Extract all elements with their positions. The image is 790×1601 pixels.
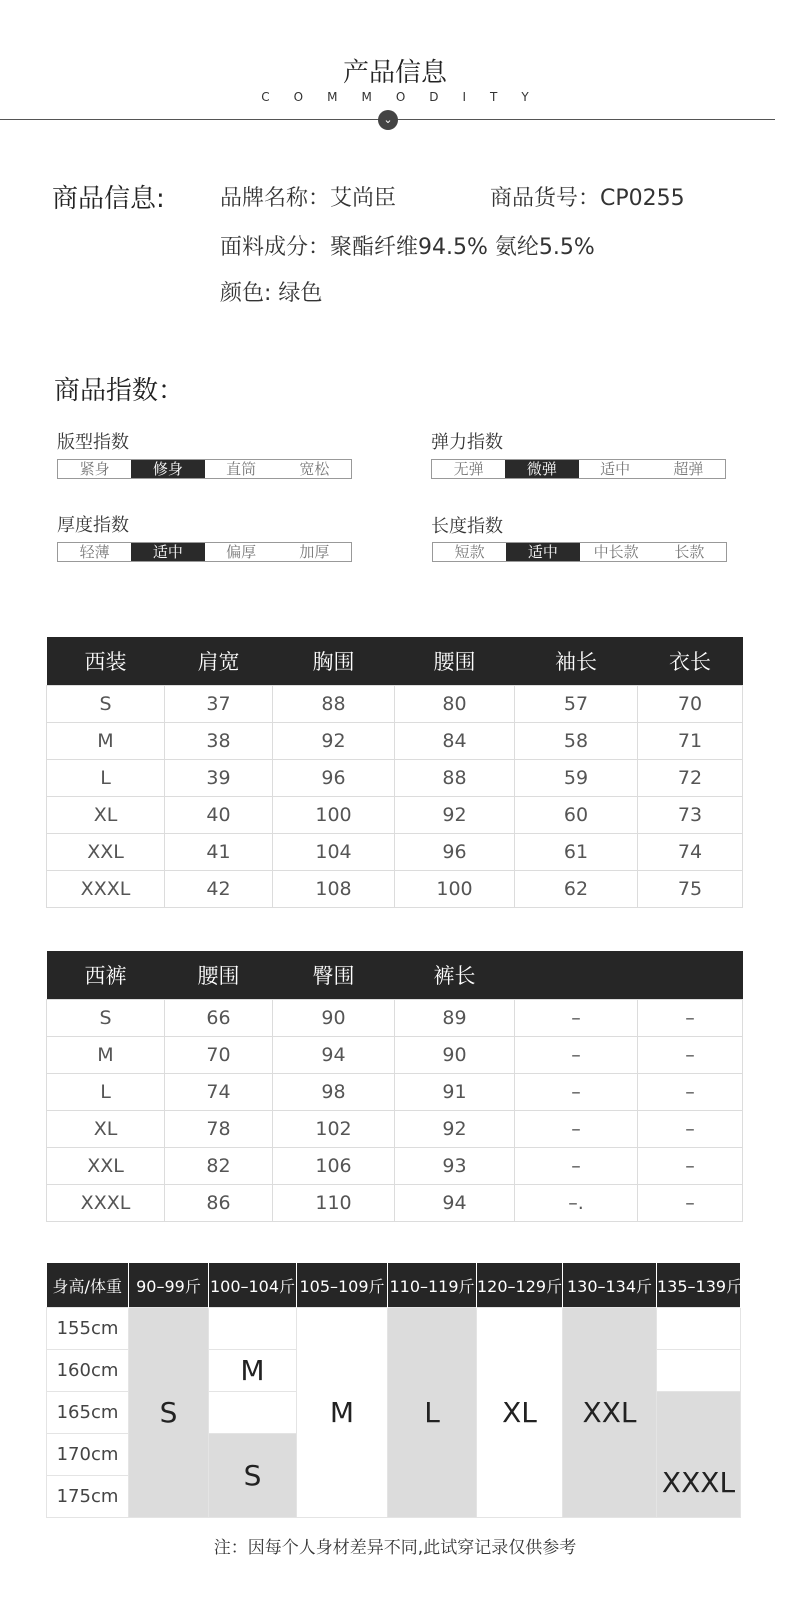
table-cell: 96 xyxy=(395,834,515,871)
table-cell: – xyxy=(638,1037,743,1074)
table-cell: XXL xyxy=(47,1148,165,1185)
table-header-row xyxy=(47,637,743,686)
table-cell: 92 xyxy=(395,797,515,834)
empty-cell xyxy=(657,1350,741,1392)
height-cell: 160cm xyxy=(47,1350,129,1392)
header-cell: 身高/体重 xyxy=(47,1263,129,1308)
table-row xyxy=(47,1000,743,1037)
table-cell: 66 xyxy=(165,1000,273,1037)
table-cell: 106 xyxy=(273,1148,395,1185)
height-cell: 170cm xyxy=(47,1434,129,1476)
table-cell: XL xyxy=(47,797,165,834)
height-cell: 165cm xyxy=(47,1392,129,1434)
table-cell: – xyxy=(515,1111,638,1148)
index-option: 短款 xyxy=(454,543,485,561)
table-cell: 82 xyxy=(165,1148,273,1185)
table-cell: 92 xyxy=(273,723,395,760)
height-cell: 155cm xyxy=(47,1308,129,1350)
table-cell: – xyxy=(638,1148,743,1185)
index-option: 长款 xyxy=(674,543,705,561)
table-cell: – xyxy=(638,1111,743,1148)
table-cell: XXXL xyxy=(47,871,165,908)
table-cell: 94 xyxy=(273,1037,395,1074)
table-row xyxy=(47,834,743,871)
table-cell: 73 xyxy=(638,797,743,834)
table-cell: 96 xyxy=(273,760,395,797)
table-cell: M xyxy=(47,723,165,760)
table-row xyxy=(47,760,743,797)
brand-name: 品牌名称：艾尚臣 xyxy=(220,186,397,211)
table-cell: 61 xyxy=(515,834,638,871)
table-cell: 60 xyxy=(515,797,638,834)
header-cell: 裤长 xyxy=(395,951,515,1000)
table-cell: 59 xyxy=(515,760,638,797)
table-cell: – xyxy=(638,1000,743,1037)
item-number: 商品货号：CP0255 xyxy=(490,186,685,211)
index-option: 适中 xyxy=(131,543,204,561)
table-cell: 41 xyxy=(165,834,273,871)
size-cell: L xyxy=(388,1308,477,1518)
table-cell: 100 xyxy=(395,871,515,908)
disclaimer-note: 注：因每个人身材差异不同,此试穿记录仅供参考 xyxy=(213,1538,577,1558)
empty-cell xyxy=(209,1308,297,1350)
table-cell: 74 xyxy=(165,1074,273,1111)
table-header-row xyxy=(47,1263,741,1308)
index-option: 微弹 xyxy=(505,460,578,478)
table-cell: 72 xyxy=(638,760,743,797)
table-cell: S xyxy=(47,1000,165,1037)
index-option: 无弹 xyxy=(453,460,484,478)
indices-heading: 商品指数： xyxy=(54,376,185,406)
empty-cell xyxy=(657,1308,741,1350)
table-row xyxy=(47,723,743,760)
table-cell: 92 xyxy=(395,1111,515,1148)
header-cell: 西装 xyxy=(47,637,165,686)
table-cell: 90 xyxy=(395,1037,515,1074)
elasticity-index-bar xyxy=(431,459,726,479)
table-cell: – xyxy=(515,1037,638,1074)
product-color: 颜色: 绿色 xyxy=(220,281,323,306)
index-option: 修身 xyxy=(131,460,204,478)
index-option: 轻薄 xyxy=(79,543,110,561)
table-cell: 62 xyxy=(515,871,638,908)
table-cell: S xyxy=(47,686,165,723)
table-cell: 98 xyxy=(273,1074,395,1111)
table-cell: 93 xyxy=(395,1148,515,1185)
page-subtitle: COMMODITY xyxy=(261,90,553,104)
table-cell: 71 xyxy=(638,723,743,760)
table-row xyxy=(47,1074,743,1111)
header-cell xyxy=(515,951,638,1000)
size-cell: S xyxy=(209,1434,297,1518)
table-row xyxy=(47,1148,743,1185)
header-cell xyxy=(638,951,743,1000)
header-cell: 135–139斤 xyxy=(657,1263,741,1308)
empty-cell xyxy=(209,1392,297,1434)
table-cell: 70 xyxy=(638,686,743,723)
table-cell: 75 xyxy=(638,871,743,908)
table-row xyxy=(47,1037,743,1074)
table-cell: 58 xyxy=(515,723,638,760)
table-cell: 86 xyxy=(165,1185,273,1222)
table-cell: XXXL xyxy=(47,1185,165,1222)
table-cell: – xyxy=(638,1074,743,1111)
table-cell: 38 xyxy=(165,723,273,760)
table-cell: – xyxy=(515,1074,638,1111)
table-cell: XL xyxy=(47,1111,165,1148)
header-cell: 衣长 xyxy=(638,637,743,686)
index-option: 中长款 xyxy=(593,543,639,561)
header-cell: 腰围 xyxy=(395,637,515,686)
size-cell: S xyxy=(129,1308,209,1518)
index-option: 紧身 xyxy=(79,460,110,478)
header-cell: 肩宽 xyxy=(165,637,273,686)
table-cell: 57 xyxy=(515,686,638,723)
table-cell: 88 xyxy=(273,686,395,723)
fit-index-bar xyxy=(57,459,352,479)
table-row xyxy=(47,686,743,723)
fit-index-label: 版型指数 xyxy=(57,432,129,453)
table-cell: 78 xyxy=(165,1111,273,1148)
elasticity-index-label: 弹力指数 xyxy=(431,432,503,453)
index-option: 宽松 xyxy=(299,460,330,478)
thickness-index-label: 厚度指数 xyxy=(57,515,129,536)
header-cell: 130–134斤 xyxy=(563,1263,657,1308)
table-cell: 100 xyxy=(273,797,395,834)
table-cell: 110 xyxy=(273,1185,395,1222)
table-cell: 42 xyxy=(165,871,273,908)
table-cell: 70 xyxy=(165,1037,273,1074)
header-cell: 臀围 xyxy=(273,951,395,1000)
index-option: 加厚 xyxy=(299,543,330,561)
size-cell: XL xyxy=(477,1308,563,1518)
table-row xyxy=(47,797,743,834)
header-cell: 110–119斤 xyxy=(388,1263,477,1308)
thickness-index-bar xyxy=(57,542,352,562)
pants-size-table xyxy=(46,951,743,1222)
height-cell: 175cm xyxy=(47,1476,129,1518)
page-title: 产品信息 xyxy=(342,58,447,88)
length-index-label: 长度指数 xyxy=(431,516,503,537)
table-cell: 102 xyxy=(273,1111,395,1148)
header-cell: 袖长 xyxy=(515,637,638,686)
table-cell: 90 xyxy=(273,1000,395,1037)
table-cell: – xyxy=(515,1000,638,1037)
header-cell: 腰围 xyxy=(165,951,273,1000)
table-cell: 39 xyxy=(165,760,273,797)
table-cell: XXL xyxy=(47,834,165,871)
table-row xyxy=(47,871,743,908)
table-row xyxy=(47,1111,743,1148)
table-cell: 80 xyxy=(395,686,515,723)
table-row xyxy=(47,1185,743,1222)
index-option: 适中 xyxy=(506,543,579,561)
table-cell: 104 xyxy=(273,834,395,871)
size-cell: M xyxy=(297,1308,388,1518)
table-cell: L xyxy=(47,1074,165,1111)
fabric-composition: 面料成分：聚酯纤维94.5% 氨纶5.5% xyxy=(220,235,595,260)
index-option: 偏厚 xyxy=(226,543,257,561)
header-cell: 105–109斤 xyxy=(297,1263,388,1308)
size-cell: M xyxy=(209,1350,297,1392)
index-option: 超弹 xyxy=(673,460,704,478)
size-cell: XXXL xyxy=(657,1392,741,1518)
header-cell: 胸围 xyxy=(273,637,395,686)
header-cell: 100–104斤 xyxy=(209,1263,297,1308)
table-cell: 37 xyxy=(165,686,273,723)
table-cell: – xyxy=(515,1148,638,1185)
chevron-down-icon: ⌄ xyxy=(378,110,398,130)
table-row xyxy=(47,1308,741,1350)
table-cell: 84 xyxy=(395,723,515,760)
table-cell: M xyxy=(47,1037,165,1074)
table-cell: 94 xyxy=(395,1185,515,1222)
table-cell: 40 xyxy=(165,797,273,834)
index-option: 直筒 xyxy=(226,460,257,478)
table-cell: 91 xyxy=(395,1074,515,1111)
table-cell: –. xyxy=(515,1185,638,1222)
header-cell: 90–99斤 xyxy=(129,1263,209,1308)
index-option: 适中 xyxy=(600,460,631,478)
size-cell: XXL xyxy=(563,1308,657,1518)
table-cell: – xyxy=(638,1185,743,1222)
size-recommendation-table xyxy=(46,1263,741,1518)
header-cell: 西裤 xyxy=(47,951,165,1000)
table-header-row xyxy=(47,951,743,1000)
product-info-heading: 商品信息: xyxy=(52,184,165,214)
header-cell: 120–129斤 xyxy=(477,1263,563,1308)
table-cell: 89 xyxy=(395,1000,515,1037)
table-cell: 88 xyxy=(395,760,515,797)
suit-size-table xyxy=(46,637,743,908)
table-cell: 108 xyxy=(273,871,395,908)
table-cell: 74 xyxy=(638,834,743,871)
length-index-bar xyxy=(432,542,727,562)
table-cell: L xyxy=(47,760,165,797)
